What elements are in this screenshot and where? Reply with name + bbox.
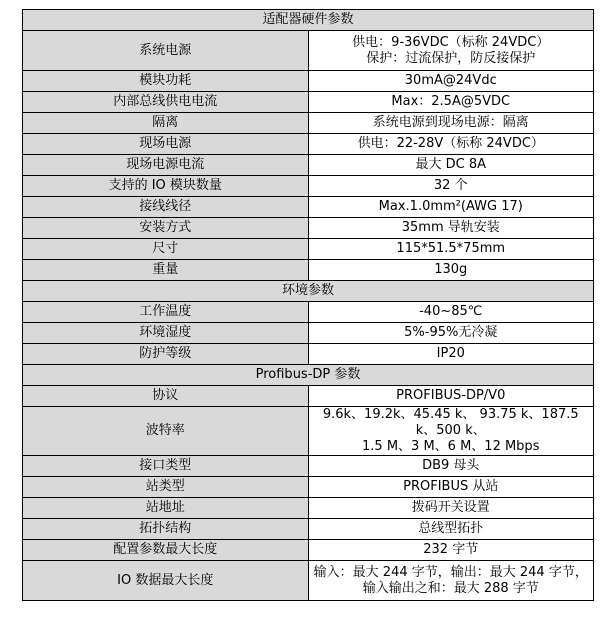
row-label: 支持的 IO 模块数量 [23,176,309,197]
value-line: 拨码开关设置 [411,500,490,515]
table-row [23,218,594,239]
table-row [23,407,594,456]
value-line: 1.5 M、3 M、6 M、12 Mbps [362,439,540,454]
row-label: 拓扑结构 [23,519,309,540]
row-value [308,134,594,155]
value-line: 保护：过流保护，防反接保护 [366,50,536,66]
section-header-row [23,10,594,31]
value-line: 232 字节 [423,542,479,557]
section-header-row [23,365,594,386]
row-label: 隔离 [23,113,309,134]
value-line: DB9 母头 [422,458,480,473]
table-row [23,540,594,561]
table-row [23,344,594,365]
row-value [308,31,594,71]
row-label: 站地址 [23,498,309,519]
row-value [308,407,594,456]
row-value [308,540,594,561]
table-row [23,134,594,155]
row-label: 配置参数最大长度 [23,540,309,561]
value-line: 9.6k、19.2k、45.45 k、 93.75 k、187.5 k、500 k、 [322,407,579,438]
row-value [308,477,594,498]
value-line: 130g [434,262,468,277]
row-label: 防护等级 [23,344,309,365]
row-value [308,323,594,344]
value-line: 30mA@24Vdc [404,73,497,88]
row-value [308,197,594,218]
spec-table [22,9,594,601]
row-label: 内部总线供电电流 [23,92,309,113]
row-label: 重量 [23,260,309,281]
value-line: PROFIBUS 从站 [403,479,499,494]
row-label: 安装方式 [23,218,309,239]
row-label: 站类型 [23,477,309,498]
table-row [23,323,594,344]
value-line: Max.1.0mm²(AWG 17) [378,199,523,214]
row-label: 现场电源电流 [23,155,309,176]
value-line: 系统电源到现场电源：隔离 [372,115,529,130]
row-label: 协议 [23,386,309,407]
section-title: 适配器硬件参数 [23,10,594,31]
value-line: 最大 DC 8A [415,157,487,172]
value-line: PROFIBUS-DP/V0 [396,388,506,403]
row-label: 现场电源 [23,134,309,155]
row-label: 波特率 [23,407,309,456]
row-label: 接线线径 [23,197,309,218]
table-row [23,239,594,260]
row-value [308,498,594,519]
row-label: 模块功耗 [23,71,309,92]
row-label: 工作温度 [23,302,309,323]
row-label: IO 数据最大长度 [23,561,309,601]
value-line: 32 个 [433,178,468,193]
value-line: 输入输出之和：最大 288 字节 [362,580,539,596]
row-value [308,176,594,197]
row-label: 环境湿度 [23,323,309,344]
table-row [23,31,594,71]
table-row [23,386,594,407]
row-value [308,260,594,281]
table-row [23,456,594,477]
row-value [308,302,594,323]
value-line: Max：2.5A@5VDC [391,94,511,109]
row-value [308,561,594,601]
table-row [23,519,594,540]
table-row [23,477,594,498]
table-row [23,71,594,92]
section-title: Profibus-DP 参数 [23,365,594,386]
value-line: 供电：9-36VDC（标称 24VDC） [352,34,550,50]
row-value [308,71,594,92]
table-row [23,197,594,218]
value-line: 115*51.5*75mm [396,241,506,256]
value-line: 总线型拓扑 [418,521,484,536]
value-line: IP20 [436,346,465,361]
row-value [308,519,594,540]
table-row [23,113,594,134]
row-value [308,456,594,477]
row-value [308,386,594,407]
row-label: 接口类型 [23,456,309,477]
spec-table-body [23,10,594,601]
row-value [308,239,594,260]
value-line: 供电：22-28V（标称 24VDC） [357,136,544,151]
table-row [23,155,594,176]
table-row [23,498,594,519]
section-title: 环境参数 [23,281,594,302]
table-row [23,561,594,601]
value-line: 输入：最大 244 字节，输出：最大 244 字节， [313,564,588,580]
value-line: 5%-95%无冷凝 [404,325,498,340]
row-value [308,92,594,113]
row-value [308,218,594,239]
row-label: 尺寸 [23,239,309,260]
row-label: 系统电源 [23,31,309,71]
table-row [23,176,594,197]
section-header-row [23,281,594,302]
row-value [308,344,594,365]
row-value [308,113,594,134]
value-line: 35mm 导轨安装 [401,220,500,235]
value-line: -40~85℃ [419,304,483,319]
table-row [23,302,594,323]
table-row [23,260,594,281]
row-value [308,155,594,176]
table-row [23,92,594,113]
